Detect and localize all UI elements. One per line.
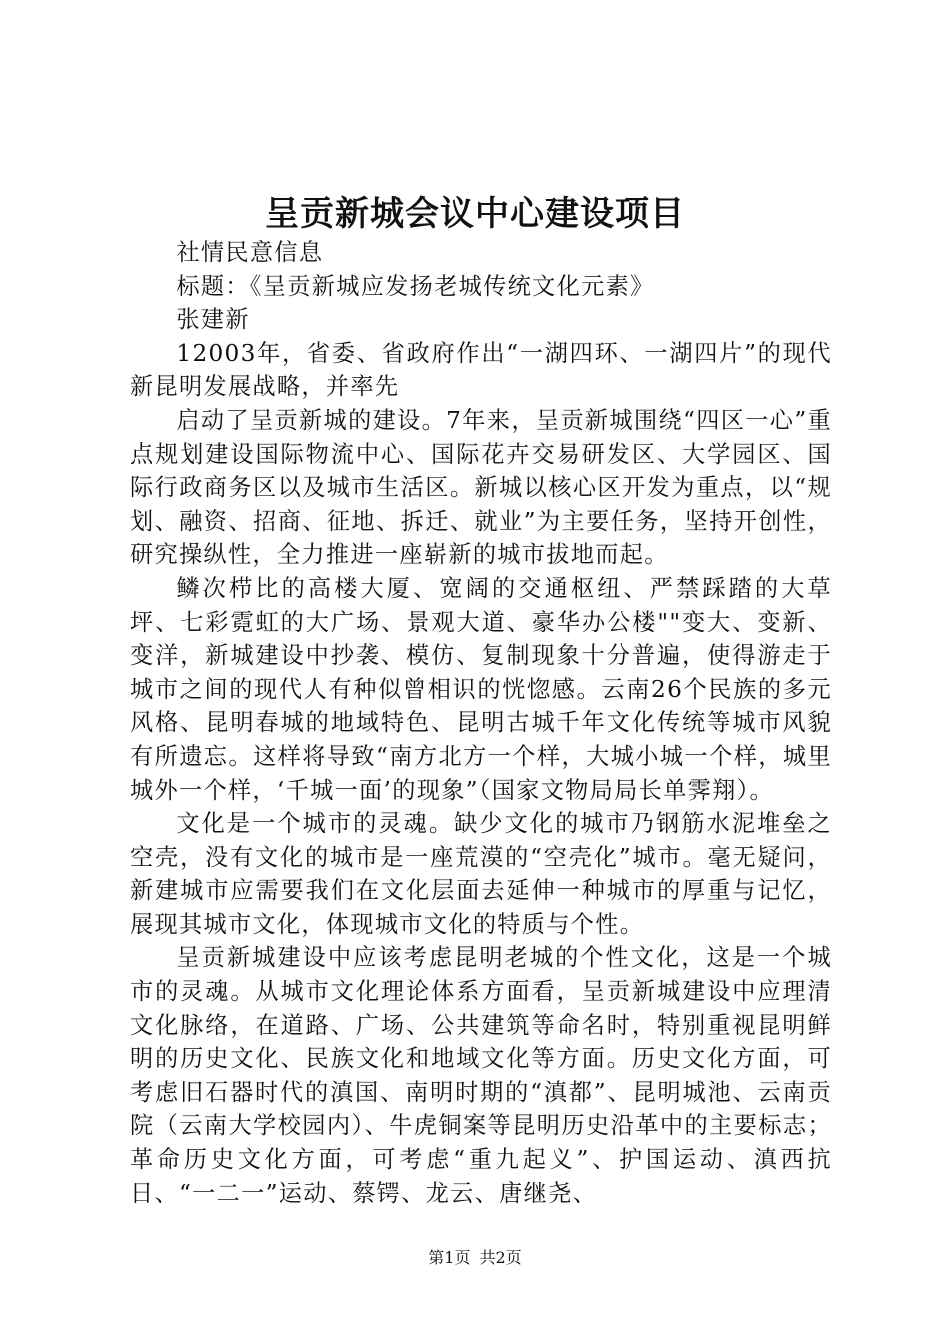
document-title: 呈贡新城会议中心建设项目 xyxy=(265,194,685,234)
meta-subject: 标题：《呈贡新城应发扬老城传统文化元素》 xyxy=(176,272,655,300)
paragraph: 12003年，省委、省政府作出“一湖四环、一湖四片”的现代新昆明发展战略，并率先 xyxy=(130,339,832,401)
document-body xyxy=(130,236,832,1210)
meta-author: 张建新 xyxy=(176,306,250,334)
paragraph: 呈贡新城建设中应该考虑昆明老城的个性文化，这是一个城市的灵魂。从城市文化理论体系方面看，呈贡新城建设中应理清文化脉络，在道路、广场、公共建筑等命名时，特别重视昆明鲜明的历史文化、民族文化和地域文化等方面。历史文化方面，可考虑旧石器时代的滇国、南明时期的“滇都”、昆明城池、云南贡院（云南大学校园内）、牛虎铜案等昆明历史沿革中的主要标志；革命历史文化方面，可考虑“重九起义”、护国运动、滇西抗日、“一二一”运动、蔡锷、龙云、唐继尧、 xyxy=(130,944,832,1207)
paragraph: 文化是一个城市的灵魂。缺少文化的城市乃钢筋水泥堆垒之空壳，没有文化的城市是一座荒漠的“空壳化”城市。毫无疑问，新建城市应需要我们在文化层面去延伸一种城市的厚重与记忆，展现其城市文化，体现城市文化的特质与个性。 xyxy=(130,810,832,938)
page-footer xyxy=(0,1245,950,1268)
page-number: 第1页 xyxy=(428,1248,471,1267)
paragraph: 鳞次栉比的高楼大厦、宽阔的交通枢纽、严禁踩踏的大草坪、七彩霓虹的大广场、景观大道、豪华办公楼""变大、变新、变洋，新城建设中抄袭、模仿、复制现象十分普遍，使得游走于城市之间的现代人有种似曾相识的恍惚感。云南26个民族的多元风格、昆明春城的地域特色、昆明古城千年文化传统等城市风貌有所遗忘。这样将导致“南方北方一个样，大城小城一个样，城里城外一个样，‘千城一面’的现象”（国家文物局局长单霁翔）。 xyxy=(130,574,832,804)
page-total: 共2页 xyxy=(479,1248,522,1267)
meta-category: 社情民意信息 xyxy=(176,239,324,266)
paragraph: 启动了呈贡新城的建设。7年来，呈贡新城围绕“四区一心”重点规划建设国际物流中心、国际花卉交易研发区、大学园区、国际行政商务区以及城市生活区。新城以核心区开发为重点，以“规划、融资、招商、征地、拆迁、就业”为主要任务，坚持开创性，研究操纵性，全力推进一座崭新的城市拔地而起。 xyxy=(130,406,832,569)
